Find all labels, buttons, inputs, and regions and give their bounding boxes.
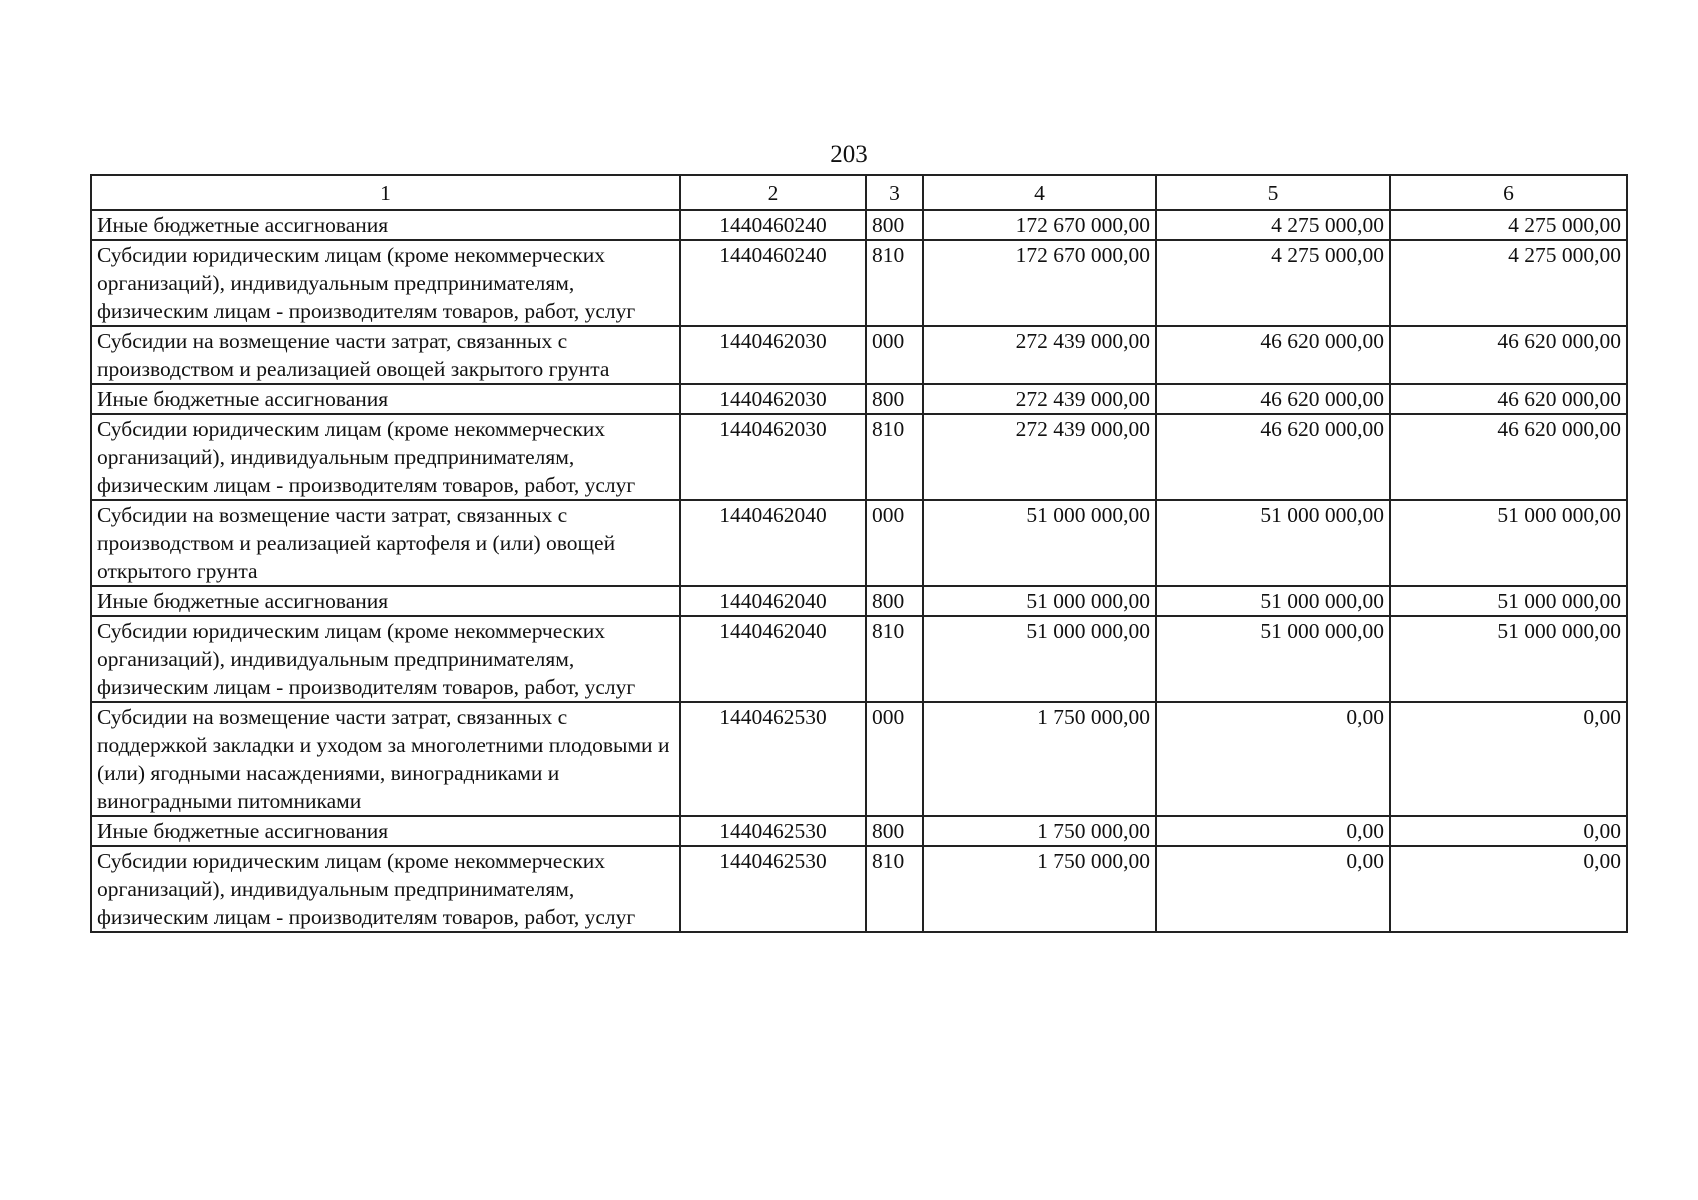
row-code: 1440462030 bbox=[680, 384, 866, 414]
row-value-4: 1 750 000,00 bbox=[923, 702, 1156, 816]
row-value-4: 272 439 000,00 bbox=[923, 326, 1156, 384]
row-value-5: 0,00 bbox=[1156, 816, 1390, 846]
table-row bbox=[91, 326, 1627, 384]
row-code: 1440462040 bbox=[680, 500, 866, 586]
table-row bbox=[91, 702, 1627, 816]
row-name: Иные бюджетные ассигнования bbox=[91, 816, 680, 846]
table-row bbox=[91, 616, 1627, 702]
row-value-5: 46 620 000,00 bbox=[1156, 384, 1390, 414]
row-code: 1440462530 bbox=[680, 846, 866, 932]
row-value-5: 0,00 bbox=[1156, 702, 1390, 816]
row-value-4: 272 439 000,00 bbox=[923, 384, 1156, 414]
row-expense-type: 810 bbox=[866, 846, 923, 932]
row-name: Иные бюджетные ассигнования bbox=[91, 586, 680, 616]
row-code: 1440462040 bbox=[680, 586, 866, 616]
header-col-4: 4 bbox=[923, 175, 1156, 210]
table-row bbox=[91, 210, 1627, 240]
budget-table bbox=[90, 174, 1628, 933]
row-code: 1440462040 bbox=[680, 616, 866, 702]
row-name: Субсидии юридическим лицам (кроме некоммерческих организаций), индивидуальным предпринимателям, физическим лицам - производителям товаров, работ, услуг bbox=[91, 846, 680, 932]
header-col-2: 2 bbox=[680, 175, 866, 210]
row-value-6: 51 000 000,00 bbox=[1390, 500, 1627, 586]
row-name: Субсидии на возмещение части затрат, связанных с производством и реализацией картофеля и (или) овощей открытого грунта bbox=[91, 500, 680, 586]
row-value-4: 172 670 000,00 bbox=[923, 240, 1156, 326]
row-value-6: 0,00 bbox=[1390, 846, 1627, 932]
row-value-4: 172 670 000,00 bbox=[923, 210, 1156, 240]
header-row bbox=[91, 175, 1627, 210]
row-code: 1440460240 bbox=[680, 210, 866, 240]
row-expense-type: 800 bbox=[866, 586, 923, 616]
row-name: Субсидии юридическим лицам (кроме некоммерческих организаций), индивидуальным предпринимателям, физическим лицам - производителям товаров, работ, услуг bbox=[91, 240, 680, 326]
row-value-4: 1 750 000,00 bbox=[923, 846, 1156, 932]
row-value-6: 46 620 000,00 bbox=[1390, 384, 1627, 414]
row-value-5: 4 275 000,00 bbox=[1156, 210, 1390, 240]
row-expense-type: 000 bbox=[866, 500, 923, 586]
row-code: 1440460240 bbox=[680, 240, 866, 326]
row-value-4: 51 000 000,00 bbox=[923, 616, 1156, 702]
row-value-5: 51 000 000,00 bbox=[1156, 616, 1390, 702]
table-row bbox=[91, 846, 1627, 932]
table-row bbox=[91, 414, 1627, 500]
row-value-6: 51 000 000,00 bbox=[1390, 616, 1627, 702]
row-value-4: 272 439 000,00 bbox=[923, 414, 1156, 500]
row-code: 1440462530 bbox=[680, 816, 866, 846]
row-value-6: 0,00 bbox=[1390, 702, 1627, 816]
row-expense-type: 810 bbox=[866, 616, 923, 702]
page-number: 203 bbox=[830, 141, 868, 168]
row-value-5: 51 000 000,00 bbox=[1156, 500, 1390, 586]
row-value-5: 51 000 000,00 bbox=[1156, 586, 1390, 616]
header-col-3: 3 bbox=[866, 175, 923, 210]
row-name: Субсидии юридическим лицам (кроме некоммерческих организаций), индивидуальным предпринимателям, физическим лицам - производителям товаров, работ, услуг bbox=[91, 414, 680, 500]
row-name: Иные бюджетные ассигнования bbox=[91, 384, 680, 414]
row-value-6: 0,00 bbox=[1390, 816, 1627, 846]
row-name: Субсидии на возмещение части затрат, связанных с поддержкой закладки и уходом за многолетними плодовыми и (или) ягодными насаждениями, виноградниками и виноградными питомниками bbox=[91, 702, 680, 816]
row-expense-type: 800 bbox=[866, 816, 923, 846]
row-name: Субсидии на возмещение части затрат, связанных с производством и реализацией овощей закрытого грунта bbox=[91, 326, 680, 384]
header-col-1: 1 bbox=[91, 175, 680, 210]
row-value-6: 4 275 000,00 bbox=[1390, 240, 1627, 326]
row-expense-type: 800 bbox=[866, 210, 923, 240]
row-expense-type: 800 bbox=[866, 384, 923, 414]
table-row bbox=[91, 586, 1627, 616]
header-col-5: 5 bbox=[1156, 175, 1390, 210]
row-value-6: 46 620 000,00 bbox=[1390, 414, 1627, 500]
row-value-5: 0,00 bbox=[1156, 846, 1390, 932]
row-value-4: 1 750 000,00 bbox=[923, 816, 1156, 846]
row-code: 1440462030 bbox=[680, 326, 866, 384]
row-name: Субсидии юридическим лицам (кроме некоммерческих организаций), индивидуальным предпринимателям, физическим лицам - производителям товаров, работ, услуг bbox=[91, 616, 680, 702]
table-row bbox=[91, 384, 1627, 414]
row-value-6: 51 000 000,00 bbox=[1390, 586, 1627, 616]
row-value-5: 46 620 000,00 bbox=[1156, 326, 1390, 384]
row-value-4: 51 000 000,00 bbox=[923, 586, 1156, 616]
row-name: Иные бюджетные ассигнования bbox=[91, 210, 680, 240]
table-row bbox=[91, 240, 1627, 326]
row-expense-type: 810 bbox=[866, 240, 923, 326]
row-expense-type: 810 bbox=[866, 414, 923, 500]
row-expense-type: 000 bbox=[866, 702, 923, 816]
row-expense-type: 000 bbox=[866, 326, 923, 384]
row-value-6: 4 275 000,00 bbox=[1390, 210, 1627, 240]
row-code: 1440462030 bbox=[680, 414, 866, 500]
row-value-5: 46 620 000,00 bbox=[1156, 414, 1390, 500]
row-value-6: 46 620 000,00 bbox=[1390, 326, 1627, 384]
table-row bbox=[91, 500, 1627, 586]
table-row bbox=[91, 816, 1627, 846]
header-col-6: 6 bbox=[1390, 175, 1627, 210]
row-value-4: 51 000 000,00 bbox=[923, 500, 1156, 586]
row-value-5: 4 275 000,00 bbox=[1156, 240, 1390, 326]
row-code: 1440462530 bbox=[680, 702, 866, 816]
